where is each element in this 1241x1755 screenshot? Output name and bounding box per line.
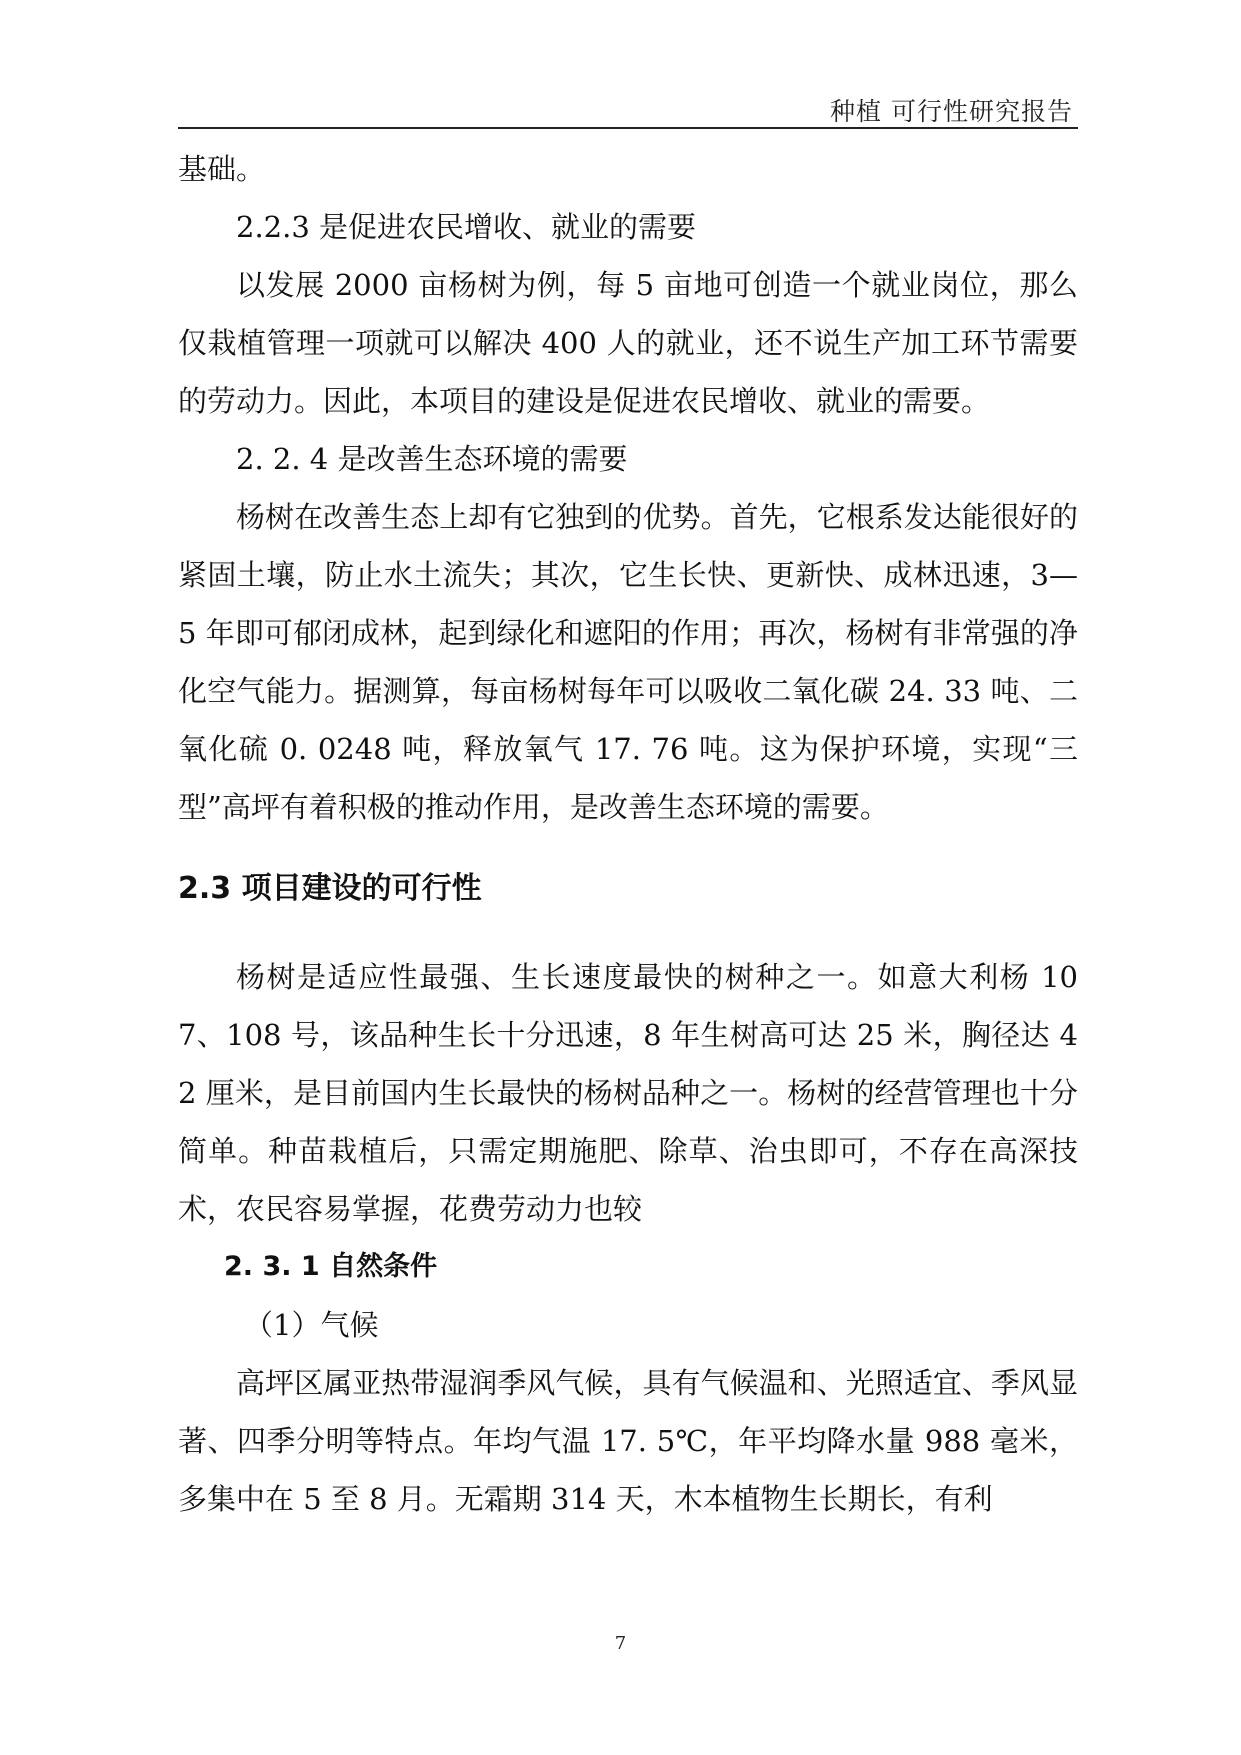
- page-number: 7: [614, 1633, 627, 1654]
- paragraph-ecology: 杨树在改善生态上却有它独到的优势。首先，它根系发达能很好的紧固土壤，防止水土流失；其次，它生长快、更新快、成林迅速，3—5 年即可郁闭成林，起到绿化和遮阳的作用；再次，杨树有非常强的净化空气能力。据测算，每亩杨树每年可以吸收二氧化碳 24. 33 吨、二氧化硫 0. 0248 吨，释放氧气 17. 76 吨。这为保护环境，实现“三型”高坪有着积极的推动作用，是改善生态环境的需要。: [178, 500, 1078, 824]
- document-body: [178, 140, 1078, 1528]
- paragraph-feasibility: 杨树是适应性最强、生长速度最快的树种之一。如意大利杨 107、108 号，该品种生长十分迅速，8 年生树高可达 25 米，胸径达 4 2 厘米，是目前国内生长最快的杨树品种之一。杨树的经营管理也十分简单。种苗栽植后，只需定期施肥、除草、治虫即可，不存在高深技术，农民容易掌握，花费劳动力也较: [178, 960, 1078, 1226]
- subsection-heading-2-3-1: 2. 3. 1 自然条件: [224, 1251, 438, 1282]
- paragraph-employment: 以发展 2000 亩杨树为例，每 5 亩地可创造一个就业岗位，那么仅栽植管理一项就可以解决 400 人的就业，还不说生产加工环节需要的劳动力。因此，本项目的建设是促进农民增收、就业的需要。: [178, 268, 1078, 418]
- section-heading-2-3: 2.3 项目建设的可行性: [178, 871, 482, 906]
- item-heading-climate: （1）气候: [244, 1308, 379, 1342]
- header-divider: [178, 127, 1078, 129]
- subsection-heading-2-2-4: 2. 2. 4 是改善生态环境的需要: [236, 442, 628, 476]
- paragraph-climate: 高坪区属亚热带湿润季风气候，具有气候温和、光照适宜、季风显著、四季分明等特点。年均气温 17. 5℃，年平均降水量 988 毫米，多集中在 5 至 8 月。无霜期 314 天，木本植物生长期长，有利: [178, 1366, 1078, 1516]
- paragraph-continuation: 基础。: [178, 152, 266, 186]
- running-header: 种植 可行性研究报告: [830, 97, 1073, 126]
- subsection-heading-2-2-3: 2.2.3 是促进农民增收、就业的需要: [236, 210, 697, 244]
